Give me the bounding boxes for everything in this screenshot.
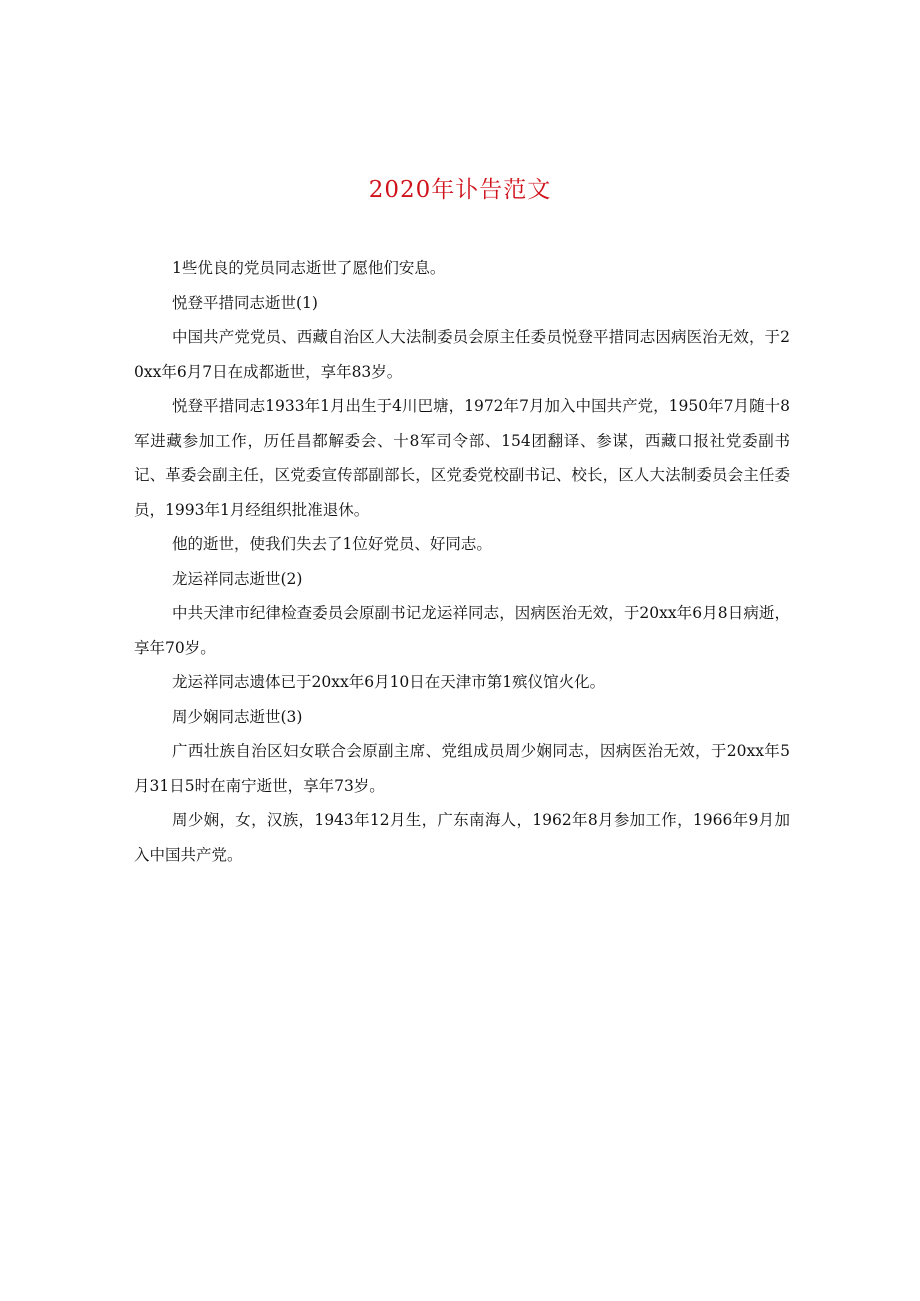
section-heading-1: 悦登平措同志逝世(1) — [172, 293, 318, 312]
document-title: 2020年讣告范文 — [368, 177, 552, 203]
section-heading-2: 龙运祥同志逝世(2) — [172, 569, 303, 588]
paragraph: 周少娴，女，汉族，1943年12月生，广东南海人，1962年8月参加工作，1966年9月加入中国共产党。 — [134, 811, 790, 864]
paragraph: 他的逝世，使我们失去了1位好党员、好同志。 — [172, 535, 492, 553]
paragraph-intro: 1些优良的党员同志逝世了愿他们安息。 — [172, 259, 446, 277]
document-body — [134, 251, 790, 872]
section-heading-3: 周少娴同志逝世(3) — [172, 707, 303, 726]
paragraph: 中国共产党党员、西藏自治区人大法制委员会原主任委员悦登平措同志因病医治无效，于20xx年6月7日在成都逝世，享年83岁。 — [134, 328, 790, 381]
paragraph: 龙运祥同志遗体已于20xx年6月10日在天津市第1殡仪馆火化。 — [172, 673, 606, 691]
paragraph: 广西壮族自治区妇女联合会原副主席、党组成员周少娴同志，因病医治无效，于20xx年5月31日5时在南宁逝世，享年73岁。 — [134, 742, 790, 795]
paragraph: 悦登平措同志1933年1月出生于4川巴塘，1972年7月加入中国共产党，1950年7月随十8军进藏参加工作，历任昌都解委会、十8军司令部、154团翻译、参谋，西藏口报社党委副书记、革委会副主任，区党委宣传部副部长，区党委党校副书记、校长，区人大法制委员会主任委员，1993年1月经组织批准退休。 — [134, 397, 790, 519]
paragraph: 中共天津市纪律检查委员会原副书记龙运祥同志，因病医治无效，于20xx年6月8日病逝，享年70岁。 — [134, 604, 790, 657]
